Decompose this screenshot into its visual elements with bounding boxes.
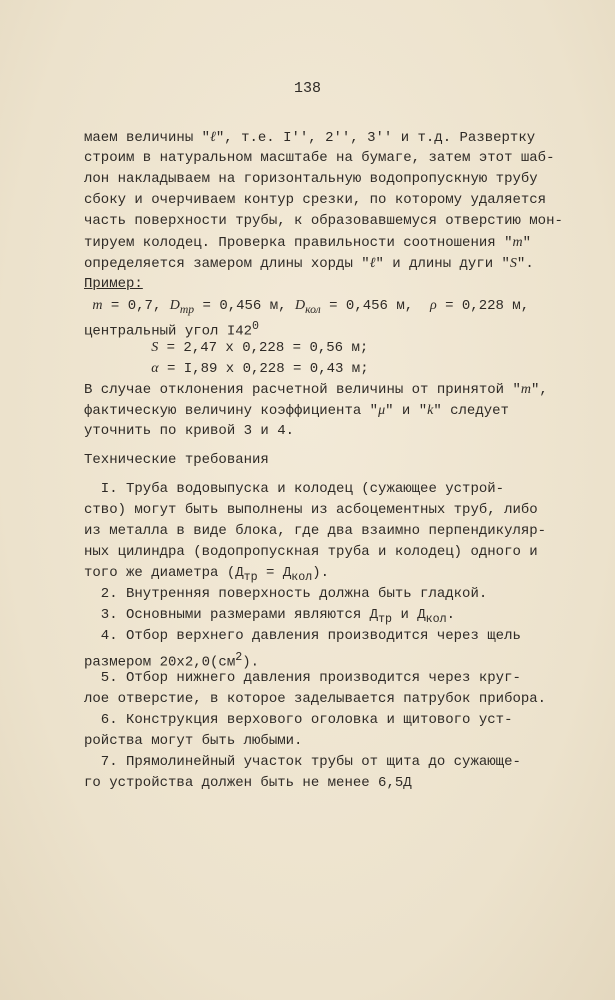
symbol-l: ℓ (210, 130, 216, 145)
text-line (84, 127, 595, 148)
text-line: уточнить по кривой 3 и 4. (84, 423, 295, 439)
requirement-3 (84, 605, 595, 626)
requirement-1: I. Труба водовыпуска и колодец (сужающее устрой- (84, 481, 505, 497)
text-line: лое отверстие, в которое заделывается патрубок прибора. (84, 691, 547, 707)
text-fragment: = 2,47 x 0,228 = 0,56 м; (158, 340, 369, 356)
requirement-5: 5. Отбор нижнего давления производится через круг- (84, 670, 521, 686)
text-fragment: . (446, 607, 456, 623)
text-fragment: ", (531, 382, 548, 398)
subscript-kol: кол (305, 302, 321, 316)
text-line: ство) могут быть выполнены из асбоцементных труб, либо (84, 502, 538, 518)
symbol-mu: μ (378, 403, 386, 418)
text-fragment: = 0,7, (102, 298, 170, 314)
text-fragment: того же диаметра (Д (84, 565, 244, 581)
text-fragment: = 0,456 м, (320, 298, 422, 314)
text-fragment: определяется замером длины хорды " (84, 256, 370, 272)
formula-s (84, 337, 595, 358)
text-line (84, 563, 595, 584)
text-fragment: ". (516, 256, 534, 272)
body-text (84, 127, 595, 794)
text-line: из металла в виде блока, где два взаимно перпендикуляр- (84, 523, 547, 539)
text-line: ных цилиндра (водопропускная труба и колодец) одного и (84, 544, 538, 560)
text-fragment: " следует (433, 403, 509, 419)
text-line: строим в натуральном масштабе на бумаге, затем этот шаб- (84, 150, 555, 166)
text-fragment: маем величины " (84, 130, 211, 146)
requirement-6: 6. Конструкция верхового оголовка и щитового уст- (84, 712, 513, 728)
symbol-alpha: α (151, 361, 159, 376)
text-fragment: тируем колодец. Проверка правильности соотношения " (84, 235, 513, 251)
symbol-s: S (151, 340, 159, 355)
text-fragment: центральный угол I42 (84, 323, 253, 340)
degree-superscript: 0 (252, 319, 260, 333)
spacer (84, 471, 595, 479)
superscript-2: 2 (235, 650, 243, 664)
symbol-rho: ρ (429, 298, 437, 313)
subscript-kol: кол (425, 611, 447, 626)
text-line: го устройства должен быть не менее 6,5Д (84, 775, 412, 791)
text-fragment: " (522, 235, 532, 251)
text-line: сбоку и очерчиваем контур срезки, по которому удаляется (84, 192, 547, 208)
text-fragment: = Д (257, 565, 292, 581)
requirement-7: 7. Прямолинейный участок трубы от щита до сужающе- (84, 754, 521, 770)
formula-alpha (84, 358, 595, 379)
page-number: 138 (293, 80, 321, 97)
example-values-line (84, 295, 595, 316)
text-line: лон накладываем на горизонтальную водопропускную трубу (84, 171, 538, 187)
text-line (84, 253, 595, 274)
text-fragment: ", т.е. I'', 2'', 3'' и т.д. Развертку (215, 130, 536, 146)
subscript-tr: тр (179, 302, 195, 316)
subscript-tr: тр (378, 611, 393, 626)
symbol-k: k (427, 403, 434, 418)
symbol-m: m (512, 235, 523, 250)
text-fragment: фактическую величину коэффициента " (84, 403, 379, 419)
symbol-d: D (169, 298, 180, 313)
text-fragment: размером 20x2,0(см (84, 654, 236, 671)
text-fragment: " и " (385, 403, 428, 419)
text-line (84, 647, 595, 671)
text-fragment: = 0,228 м, (436, 298, 530, 314)
symbol-m: m (92, 298, 103, 313)
text-fragment: и Д (392, 607, 426, 623)
text-line (84, 400, 595, 421)
text-fragment: ). (242, 654, 260, 671)
spacer (84, 442, 595, 450)
symbol-s: S (509, 256, 517, 271)
example-label: Пример: (84, 276, 143, 292)
symbol-m: m (520, 382, 531, 397)
requirement-4: 4. Отбор верхнего давления производится через щель (84, 628, 521, 644)
subscript-kol: кол (291, 569, 313, 584)
text-fragment: = I,89 x 0,228 = 0,43 м; (158, 361, 369, 377)
central-angle-line (84, 316, 595, 340)
text-fragment: ). (312, 565, 330, 581)
requirement-2: 2. Внутренняя поверхность должна быть гладкой. (84, 586, 488, 602)
text-line: ройства могут быть любыми. (84, 733, 303, 749)
symbol-d: D (294, 298, 306, 313)
section-title: Технические требования (84, 452, 269, 468)
symbol-l: ℓ (369, 256, 376, 271)
text-fragment: = 0,456 м, (194, 298, 295, 314)
text-fragment: В случае отклонения расчетной величины от принятой " (84, 382, 521, 398)
text-line (84, 379, 595, 400)
text-fragment: " и длины дуги " (375, 256, 510, 272)
subscript-tr: тр (243, 569, 258, 584)
text-line (84, 232, 595, 253)
text-line: часть поверхности трубы, к образовавшемуся отверстию мон- (84, 213, 563, 229)
text-fragment: 3. Основными размерами являются Д (84, 607, 379, 623)
